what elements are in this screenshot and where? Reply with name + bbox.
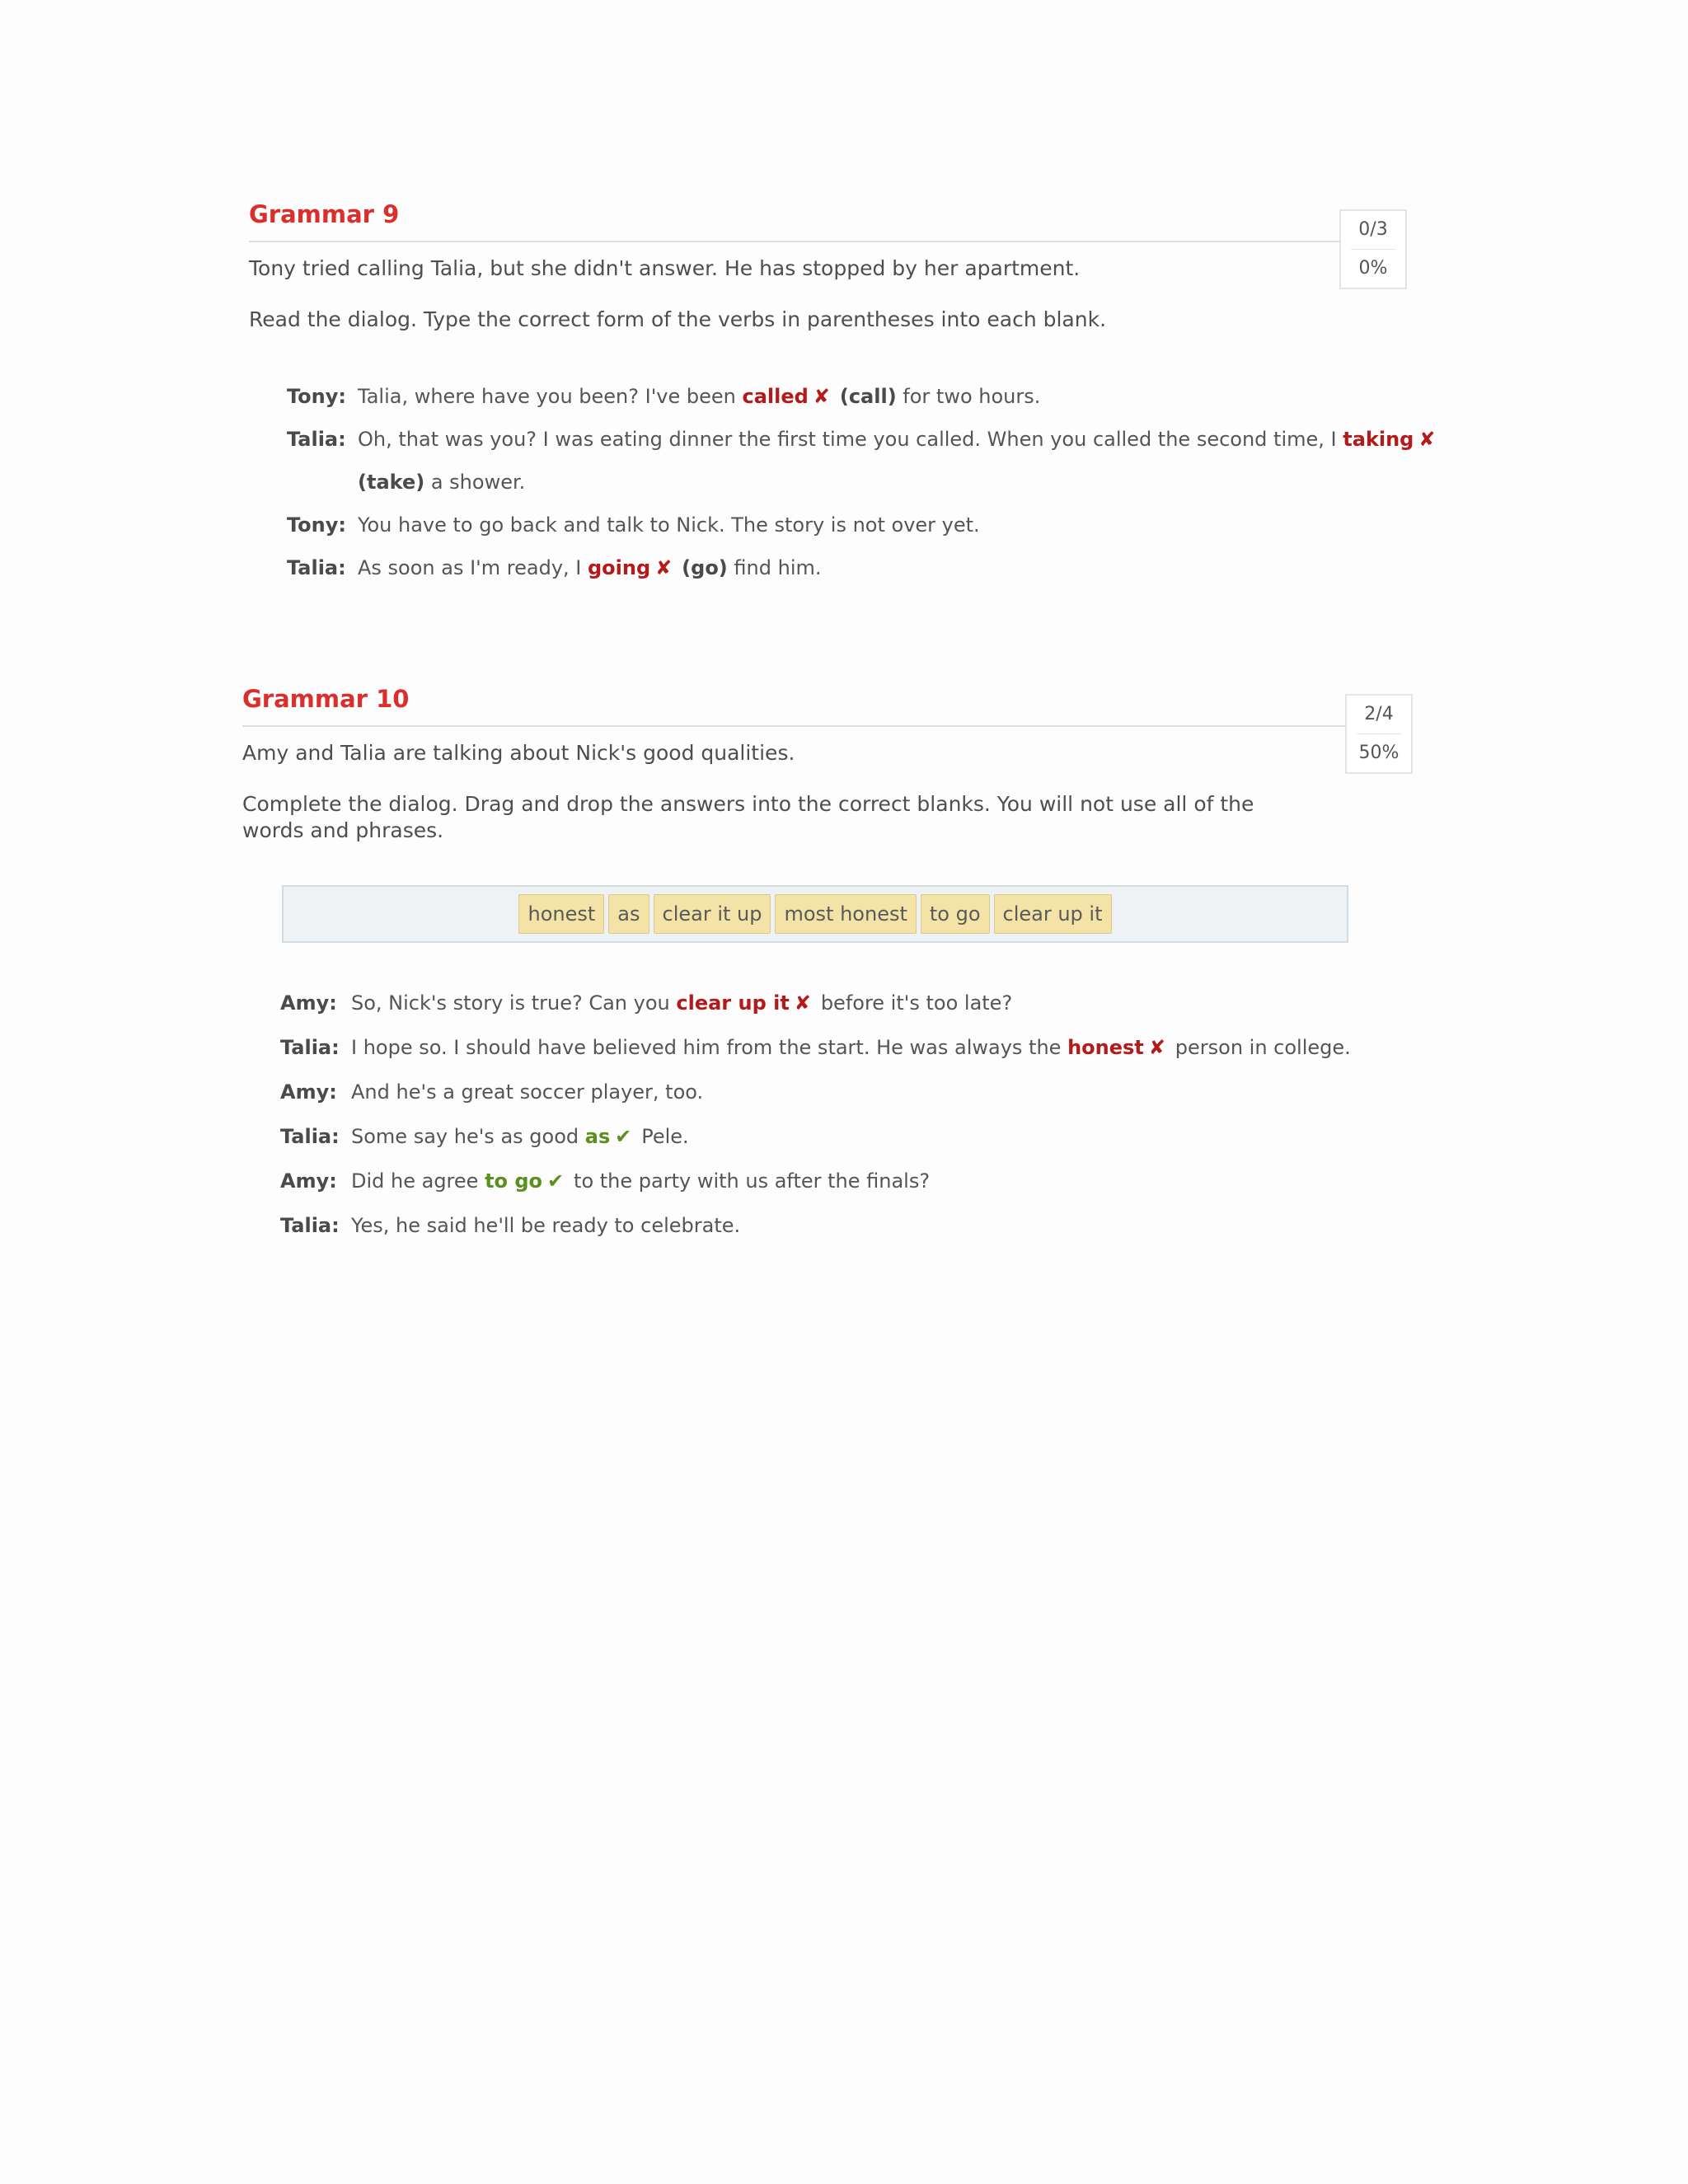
speaker-label: Amy: bbox=[280, 991, 337, 1015]
line-text: Pele. bbox=[641, 1125, 689, 1148]
dialog-text bbox=[358, 461, 525, 504]
check-icon: ✔ bbox=[615, 1125, 632, 1148]
dialog-text bbox=[358, 546, 822, 589]
dialog-line bbox=[280, 1203, 1434, 1248]
speaker-label: Talia: bbox=[280, 1036, 340, 1059]
line-text: Some say he's as good bbox=[351, 1125, 585, 1148]
dialog-line bbox=[280, 981, 1434, 1025]
line-text: a shower. bbox=[424, 471, 526, 494]
wrong-icon: ✘ bbox=[1148, 1036, 1165, 1059]
check-icon: ✔ bbox=[546, 1169, 565, 1193]
grammar-10-section bbox=[242, 682, 1421, 1237]
instruction-text-line-2: words and phrases. bbox=[242, 818, 444, 842]
speaker-label: Talia: bbox=[287, 428, 346, 451]
dialog-text bbox=[358, 418, 1445, 461]
dialog-line bbox=[280, 1159, 1434, 1203]
dialog-text bbox=[351, 1159, 930, 1203]
instruction-text: Read the dialog. Type the correct form of the verbs in parentheses into each blank. bbox=[249, 307, 1107, 331]
dialog bbox=[280, 981, 1434, 1248]
speaker-label: Talia: bbox=[280, 1214, 340, 1237]
drop-blank[interactable]: clear up it bbox=[676, 991, 790, 1015]
line-text: find him. bbox=[727, 556, 822, 579]
dialog bbox=[287, 375, 1436, 589]
grammar-9-section bbox=[249, 198, 1436, 579]
dialog-text bbox=[351, 1114, 689, 1159]
word-chip[interactable]: to go bbox=[921, 894, 990, 934]
line-text: So, Nick's story is true? Can you bbox=[351, 991, 677, 1015]
answer-input[interactable]: taking bbox=[1343, 428, 1414, 451]
line-text: As soon as I'm ready, I bbox=[358, 556, 588, 579]
wrong-icon: ✘ bbox=[655, 556, 673, 579]
section-title: Grammar 10 bbox=[242, 685, 410, 713]
word-chip[interactable]: as bbox=[608, 894, 649, 934]
wrong-icon: ✘ bbox=[813, 385, 830, 408]
wrong-icon: ✘ bbox=[1418, 428, 1436, 451]
wrong-icon: ✘ bbox=[794, 991, 811, 1015]
verb-hint: (take) bbox=[358, 471, 425, 494]
line-text: Did he agree bbox=[351, 1169, 485, 1193]
line-text: You have to go back and talk to Nick. The story is not over yet. bbox=[358, 513, 980, 537]
line-text: Oh, that was you? I was eating dinner the first time you called. When you called the second time, I bbox=[358, 428, 1343, 451]
speaker-label: Talia: bbox=[287, 556, 346, 579]
dialog-text bbox=[358, 375, 1040, 418]
section-title: Grammar 9 bbox=[249, 200, 400, 228]
line-text: to the party with us after the finals? bbox=[574, 1169, 931, 1193]
verb-hint: (go) bbox=[682, 556, 728, 579]
dialog-text bbox=[351, 981, 1012, 1025]
dialog-line bbox=[287, 418, 1436, 461]
dialog-line bbox=[287, 504, 1358, 546]
score-percent: 50% bbox=[1358, 743, 1400, 763]
line-text: person in college. bbox=[1175, 1036, 1351, 1059]
context-text: Tony tried calling Talia, but she didn't answer. He has stopped by her apartment. bbox=[249, 256, 1081, 280]
score-count: 0/3 bbox=[1358, 219, 1388, 240]
dialog-text bbox=[351, 1025, 1351, 1070]
dialog-line bbox=[280, 1114, 1434, 1159]
speaker-label: Amy: bbox=[280, 1169, 337, 1193]
word-bank bbox=[282, 885, 1348, 943]
score-box bbox=[1345, 694, 1413, 774]
line-text: for two hours. bbox=[896, 385, 1041, 408]
divider bbox=[242, 725, 1347, 727]
speaker-label: Amy: bbox=[280, 1080, 337, 1104]
word-chip[interactable]: most honest bbox=[775, 894, 916, 934]
drop-blank[interactable]: honest bbox=[1067, 1036, 1144, 1059]
line-text: Talia, where have you been? I've been bbox=[358, 385, 743, 408]
answer-input[interactable]: going bbox=[588, 556, 651, 579]
dialog-line-continued bbox=[287, 461, 1358, 504]
word-chip[interactable]: honest bbox=[518, 894, 604, 934]
context-text: Amy and Talia are talking about Nick's good qualities. bbox=[242, 741, 795, 765]
verb-hint: (call) bbox=[839, 385, 897, 408]
score-box bbox=[1339, 209, 1407, 289]
line-text: I hope so. I should have believed him from the start. He was always the bbox=[351, 1036, 1068, 1059]
score-count: 2/4 bbox=[1364, 704, 1394, 724]
drop-blank[interactable]: to go bbox=[485, 1169, 543, 1193]
answer-input[interactable]: called bbox=[742, 385, 809, 408]
word-chip[interactable]: clear it up bbox=[654, 894, 771, 934]
line-text: And he's a great soccer player, too. bbox=[351, 1080, 704, 1104]
speaker-label: Tony: bbox=[287, 513, 346, 537]
word-chip[interactable]: clear up it bbox=[994, 894, 1112, 934]
line-text: Yes, he said he'll be ready to celebrate. bbox=[351, 1214, 741, 1237]
score-percent: 0% bbox=[1358, 258, 1388, 279]
speaker-label: Tony: bbox=[287, 385, 346, 408]
dialog-line bbox=[280, 1070, 1434, 1114]
dialog-line bbox=[287, 546, 1358, 589]
line-text: before it's too late? bbox=[820, 991, 1013, 1015]
dialog-line bbox=[280, 1025, 1434, 1070]
speaker-label: Talia: bbox=[280, 1125, 340, 1148]
drop-blank[interactable]: as bbox=[584, 1125, 611, 1148]
instruction-text-line-1: Complete the dialog. Drag and drop the answers into the correct blanks. You will not use all of the bbox=[242, 792, 1254, 816]
divider bbox=[249, 241, 1341, 242]
dialog-line bbox=[287, 375, 1358, 418]
